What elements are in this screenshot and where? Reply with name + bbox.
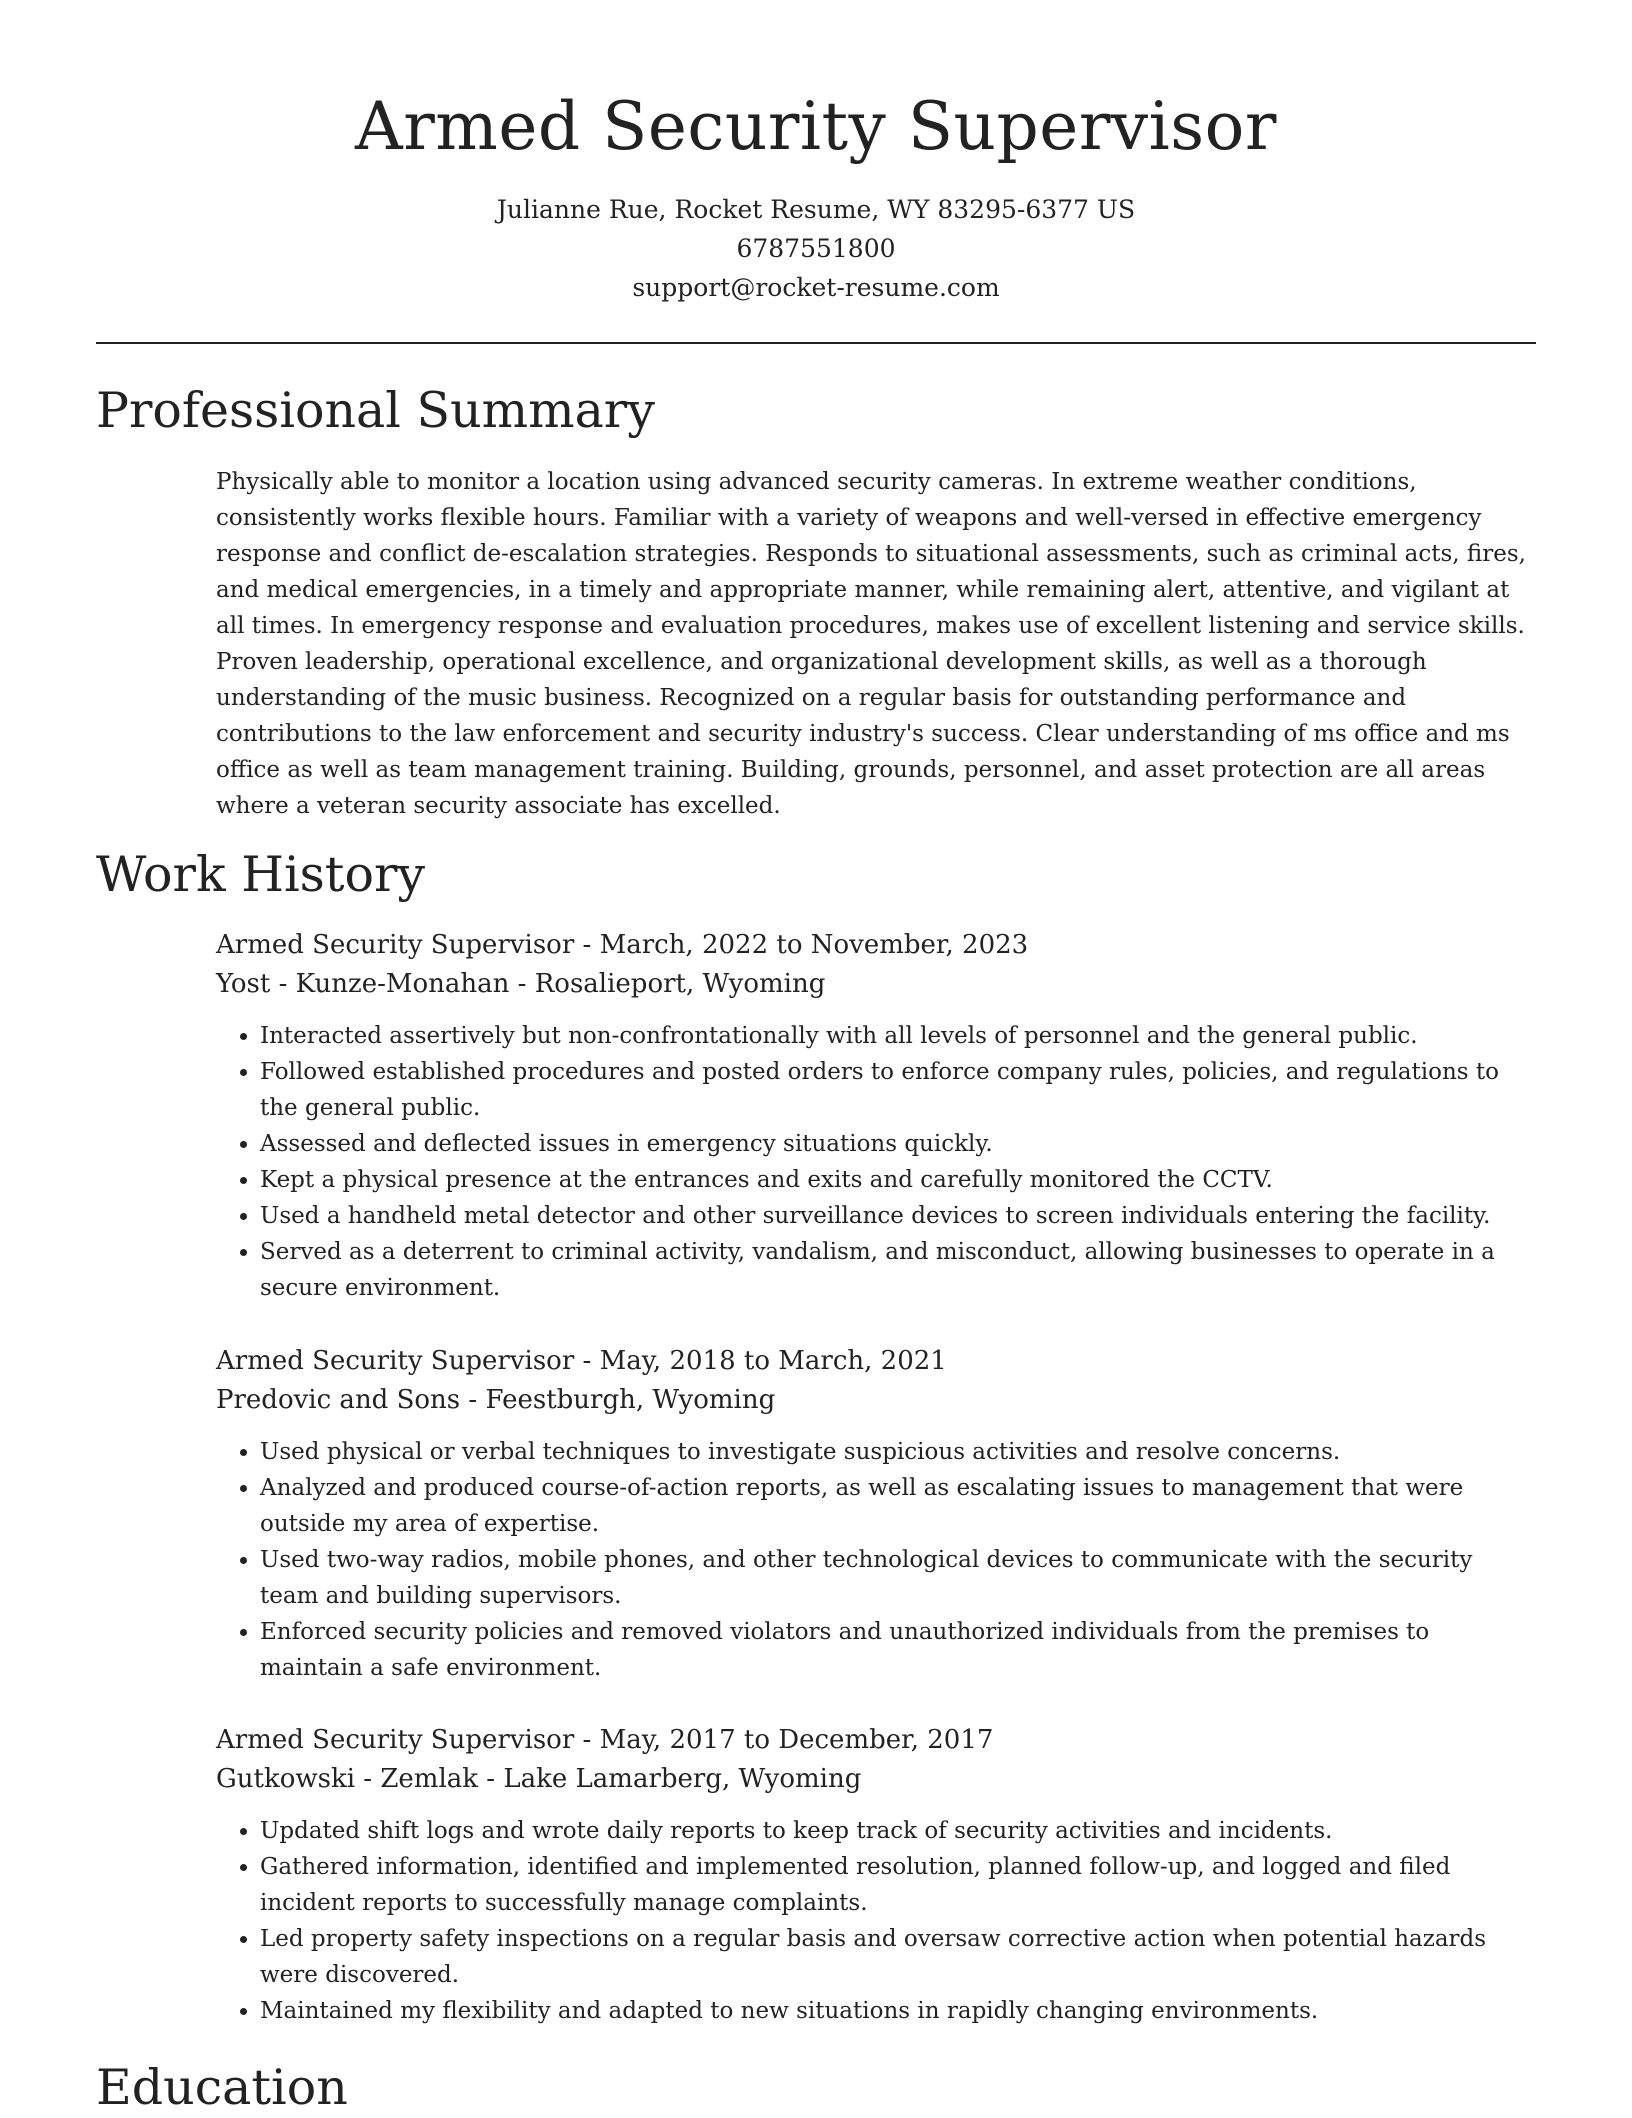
job-entry [216,1721,1536,2029]
resume-header [0,0,1632,307]
job-bullet: • Used a handheld metal detector and other surveillance devices to screen individuals entering the facility. [260,1198,1536,1234]
job-company: Yost - Kunze-Monahan [216,969,510,999]
job-company: Predovic and Sons [216,1385,461,1415]
job-title-line: Armed Security Supervisor - May, 2018 to March, 2021 [216,1346,947,1376]
contact-phone: 6787551800 [736,234,896,263]
job-bullet: • Used physical or verbal techniques to investigate suspicious activities and resolve concerns. [260,1434,1536,1470]
job-title-line: Armed Security Supervisor - May, 2017 to December, 2017 [216,1725,994,1755]
summary-text: Physically able to monitor a location using advanced security cameras. In extreme weather conditions, consistently works flexible hours. Familiar with a variety of weapons and well-versed in effective emergency response and conflict de-escalation strategies. Responds to situational assessments, such as criminal acts, fires, and medical emergencies, in a timely and appropriate manner, while remaining alert, attentive, and vigilant at all times. In emergency response and evaluation procedures, makes use of excellent listening and service skills. Proven leadership, operational excellence, and organizational development skills, as well as a thorough understanding of the music business. Recognized on a regular basis for outstanding performance and contributions to the law enforcement and security industry's success. Clear understanding of ms office and ms office as well as team management training. Building, grounds, personnel, and asset protection are all areas where a veteran security associate has excelled. [216,469,1526,819]
job-company-line: Predovic and Sons - Feestburgh, Wyoming [216,1385,776,1415]
contact-block [0,190,1632,307]
job-bullet: • Interacted assertively but non-confrontationally with all levels of personnel and the general public. [260,1018,1536,1054]
job-bullet: • Analyzed and produced course-of-action reports, as well as escalating issues to management that were outside my area of expertise. [260,1470,1536,1542]
job-bullet: • Followed established procedures and posted orders to enforce company rules, policies, and regulations to the general public. [260,1054,1536,1126]
summary-heading: Professional Summary [96,382,655,439]
job-title: Armed Security Supervisor [216,1725,575,1755]
job-title: Armed Security Supervisor [216,930,575,960]
job-company-line: Gutkowski - Zemlak - Lake Lamarberg, Wyoming [216,1764,862,1794]
resume-title: Armed Security Supervisor [355,88,1277,165]
job-location: Lake Lamarberg, Wyoming [503,1764,862,1794]
job-bullet: • Assessed and deflected issues in emergency situations quickly. [260,1126,1536,1162]
job-location: Rosalieport, Wyoming [534,969,826,999]
contact-email: support@rocket-resume.com [632,273,1000,302]
education-heading: Education [96,2059,348,2116]
job-bullet: • Kept a physical presence at the entrances and exits and carefully monitored the CCTV. [260,1162,1536,1198]
job-bullets [216,1813,1536,2029]
job-bullet: • Led property safety inspections on a regular basis and oversaw corrective action when potential hazards were discovered. [260,1921,1536,1993]
job-title-line: Armed Security Supervisor - March, 2022 to November, 2023 [216,930,1029,960]
job-company: Gutkowski - Zemlak [216,1764,479,1794]
job-entry [216,1342,1536,1686]
job-bullet: • Updated shift logs and wrote daily reports to keep track of security activities and incidents. [260,1813,1536,1849]
header-divider [96,342,1536,344]
job-title: Armed Security Supervisor [216,1346,575,1376]
job-bullets [216,1018,1536,1306]
job-bullet: • Maintained my flexibility and adapted to new situations in rapidly changing environments. [260,1993,1536,2029]
job-bullet: • Used two-way radios, mobile phones, and other technological devices to communicate with the security team and building supervisors. [260,1542,1536,1614]
job-dates: March, 2022 to November, 2023 [599,930,1029,960]
job-dates: May, 2017 to December, 2017 [599,1725,994,1755]
job-bullet: • Gathered information, identified and implemented resolution, planned follow-up, and logged and filed incident reports to successfully manage complaints. [260,1849,1536,1921]
contact-address: Julianne Rue, Rocket Resume, WY 83295-6377 US [496,195,1136,224]
job-company-line: Yost - Kunze-Monahan - Rosalieport, Wyoming [216,969,826,999]
job-bullet: • Served as a deterrent to criminal activity, vandalism, and misconduct, allowing businesses to operate in a secure environment. [260,1234,1536,1306]
job-dates: May, 2018 to March, 2021 [599,1346,947,1376]
job-entry [216,926,1536,1306]
job-bullet: • Enforced security policies and removed violators and unauthorized individuals from the premises to maintain a safe environment. [260,1614,1536,1686]
job-location: Feestburgh, Wyoming [485,1385,776,1415]
work-history-heading: Work History [96,846,426,903]
job-bullets [216,1434,1536,1686]
